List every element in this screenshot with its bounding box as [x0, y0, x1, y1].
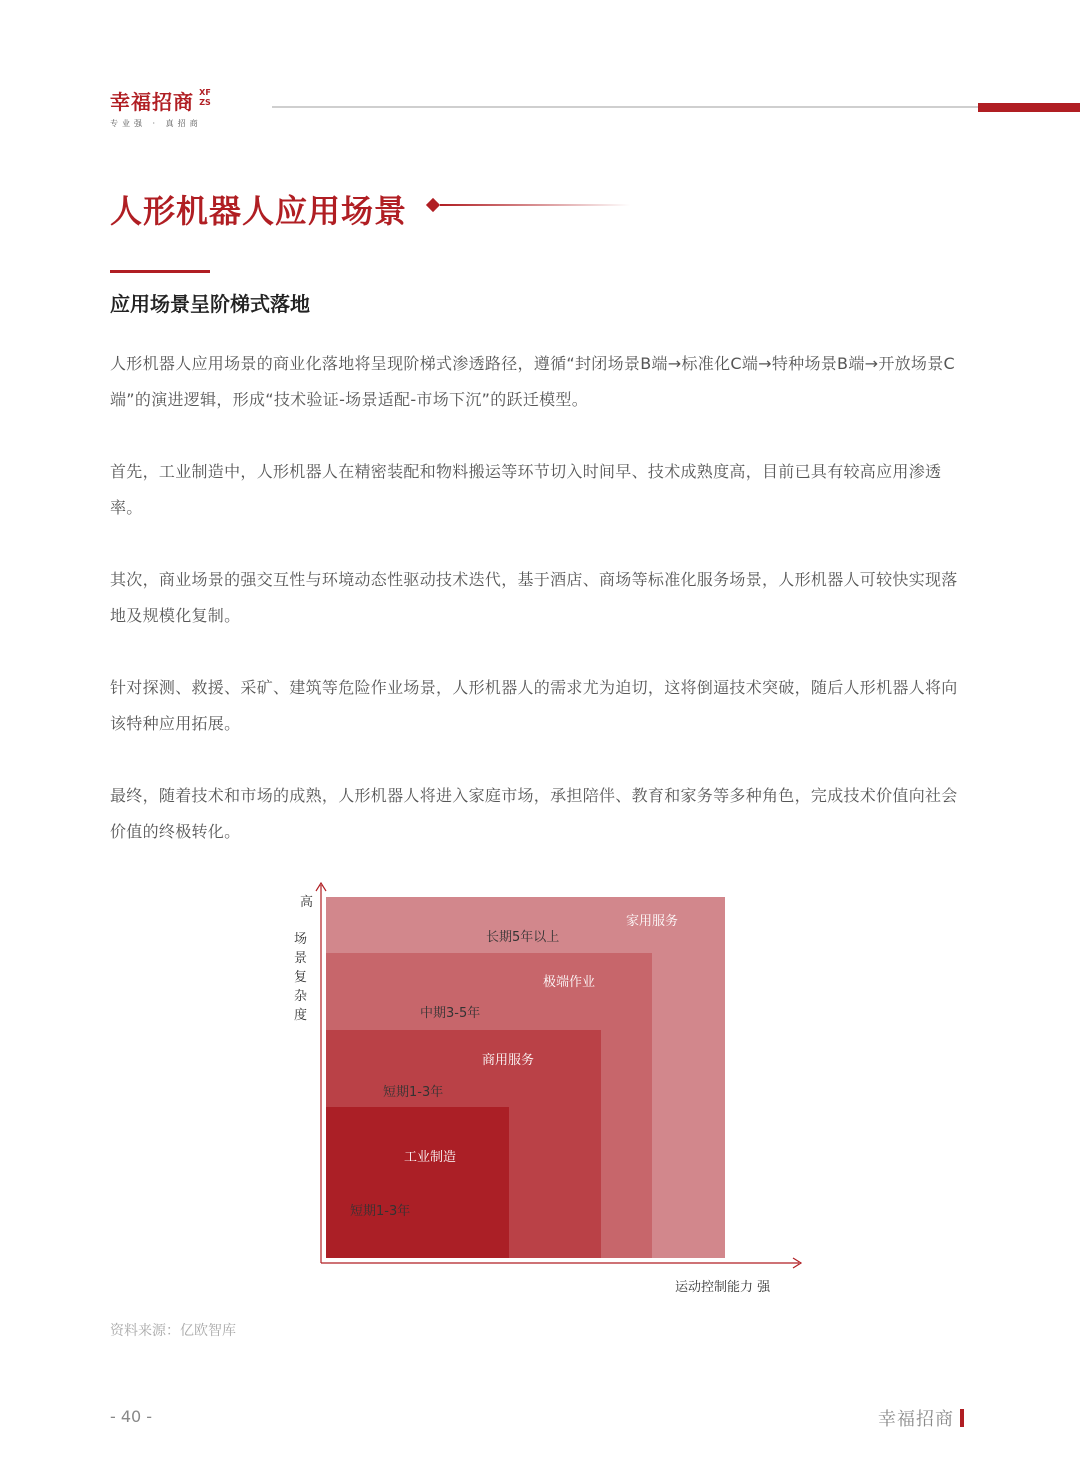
level-name-industrial: 工业制造 [404, 1150, 457, 1165]
paragraph: 人形机器人应用场景的商业化落地将呈现阶梯式渗透路径，遵循“封闭场景B端→标准化C端→特种场景B端→开放场景C端”的演进逻辑，形成“技术验证-场景适配-市场下沉”的跃迁模型。 [110, 354, 956, 409]
level-period-industrial: 短期1-3年 [350, 1204, 411, 1219]
y-axis-label-char: 高 [300, 895, 314, 910]
header-divider [272, 106, 978, 108]
level-period-home-service: 长期5年以上 [486, 930, 560, 945]
y-axis-label-char: 场 [294, 932, 308, 947]
level-name-extreme-work: 极端作业 [543, 975, 596, 990]
logo-badge: XF ZS [199, 88, 211, 107]
section-title: 应用场景呈阶梯式落地 [110, 292, 310, 316]
y-axis-label-char: 景 [294, 951, 308, 966]
paragraph: 针对探测、救援、采矿、建筑等危险作业场景，人形机器人的需求尤为迫切，这将倒逼技术突破，随后人形机器人将向该特种应用拓展。 [110, 678, 958, 733]
paragraph: 首先，工业制造中，人形机器人在精密装配和物料搬运等环节切入时间早、技术成熟度高，目前已具有较高应用渗透率。 [110, 462, 942, 517]
level-name-home-service: 家用服务 [626, 914, 679, 929]
level-box-industrial [326, 1107, 509, 1258]
title-diamond-icon [426, 198, 440, 212]
footer-accent-bar [960, 1409, 964, 1427]
y-axis-label-char: 杂 [294, 989, 308, 1004]
x-axis-label: 运动控制能力 强 [675, 1280, 771, 1295]
page-title: 人形机器人应用场景 [110, 192, 408, 230]
footer-brand: 幸福招商 [878, 1409, 954, 1430]
logo-text: 幸福招商 [110, 90, 194, 114]
logo-subtitle: 专业强 · 真招商 [110, 119, 202, 128]
level-period-commercial-service: 短期1-3年 [383, 1085, 444, 1100]
y-axis-label-char: 复 [294, 970, 308, 985]
level-name-commercial-service: 商用服务 [482, 1053, 535, 1068]
page-number: - 40 - [110, 1407, 153, 1426]
header-accent-bar [978, 103, 1080, 112]
level-period-extreme-work: 中期3-5年 [420, 1006, 481, 1021]
scenario-ladder-chart [285, 875, 805, 1305]
source-note: 资料来源：亿欧智库 [110, 1323, 236, 1339]
y-axis-label-char: 度 [294, 1008, 308, 1023]
paragraph: 其次，商业场景的强交互性与环境动态性驱动技术迭代，基于酒店、商场等标准化服务场景，人形机器人可较快实现落地及规模化复制。 [110, 570, 958, 625]
paragraph: 最终，随着技术和市场的成熟，人形机器人将进入家庭市场，承担陪伴、教育和家务等多种角色，完成技术价值向社会价值的终极转化。 [110, 786, 958, 841]
title-decoration-line [440, 204, 630, 206]
section-rule [110, 270, 210, 273]
